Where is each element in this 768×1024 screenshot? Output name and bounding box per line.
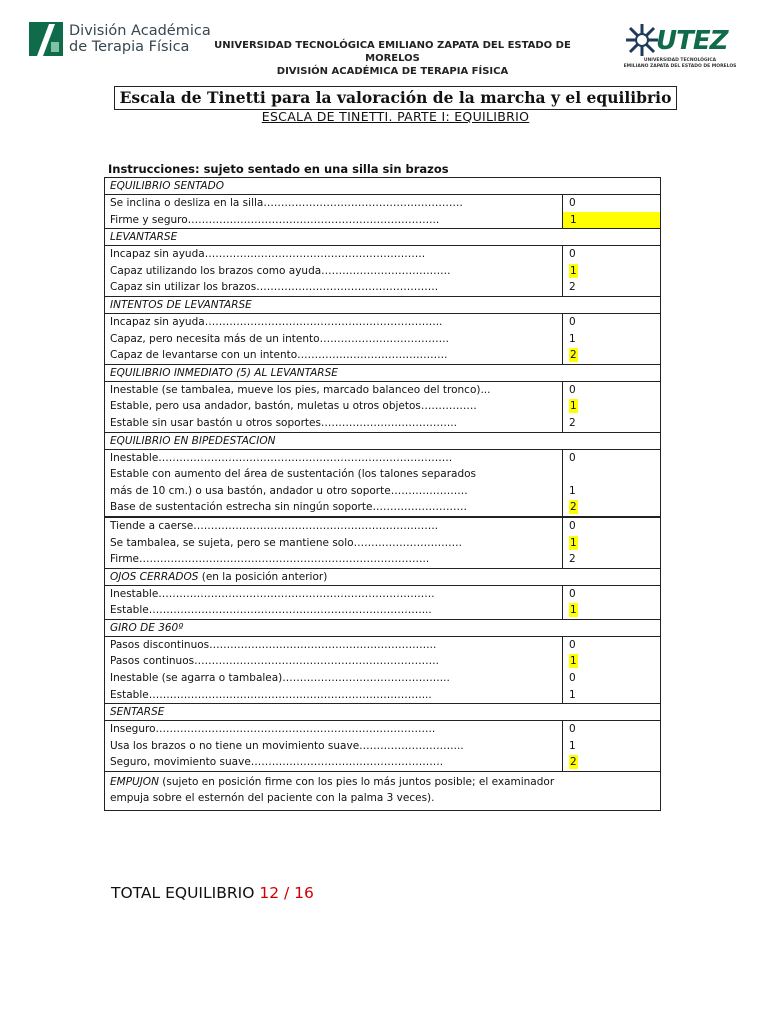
section-header: [105, 297, 660, 314]
section-items: [105, 314, 562, 364]
table-section: [105, 516, 660, 568]
section-header-text: INTENTOS DE LEVANTARSE: [110, 298, 252, 311]
item-row: Pasos continuos…………………………………………………………….: [110, 655, 439, 668]
score-cell: [563, 347, 660, 364]
item-row: Estable……………………………………………………………………...: [110, 688, 432, 701]
item-row: Inseguro……………………………………………………………………..: [110, 723, 436, 736]
item-row: Firme y seguro……………………………………………………………...: [110, 213, 440, 226]
score-cell: [563, 586, 660, 603]
score-cell: [563, 518, 660, 535]
score-value: 1: [569, 739, 576, 752]
score-cell: [563, 398, 660, 415]
section-scores: [562, 637, 660, 703]
section-scores: [562, 246, 660, 296]
item-row: Inestable…………………………………………………………………………: [110, 451, 453, 464]
score-cell: [563, 382, 660, 399]
score-cell: [563, 263, 660, 280]
section-scores: [562, 382, 660, 432]
section-scores: [562, 195, 660, 228]
score-cell: [563, 551, 660, 568]
score-cell: [563, 331, 660, 348]
table-section: [105, 703, 660, 771]
section-header-text: LEVANTARSE: [110, 231, 178, 244]
section-items: [105, 586, 562, 619]
table-section: [105, 619, 660, 703]
selected-score: 2: [570, 756, 577, 769]
score-cell: [563, 499, 660, 516]
selected-score: 1: [570, 604, 577, 617]
item-row: Inestable…………………………………………………………………….: [110, 587, 435, 600]
section-items: [105, 195, 562, 228]
utez-subtitle: [620, 58, 740, 70]
section-items: [105, 246, 562, 296]
score-value: 0: [569, 451, 576, 464]
item-row: Capaz de levantarse con un intento…………………………………….: [110, 349, 448, 362]
university-name: UNIVERSIDAD TECNOLÓGICA EMILIANO ZAPATA DEL ESTADO DE MORELOS: [214, 40, 571, 64]
item-row: Estable sin usar bastón u otros soportes………………………………...: [110, 416, 457, 429]
item-row: Base de sustentación estrecha sin ningún soporte………………………: [110, 501, 467, 514]
score-cell: [563, 653, 660, 670]
score-cell: [563, 314, 660, 331]
score-value: 2: [569, 416, 576, 429]
score-value: 0: [569, 383, 576, 396]
section-header-text: EQUILIBRIO INMEDIATO (5) AL LEVANTARSE: [110, 366, 338, 379]
institution-header: [190, 39, 595, 78]
section-scores: [562, 586, 660, 619]
instructions: Instrucciones: sujeto sentado en una silla sin brazos: [108, 162, 449, 176]
item-row: Estable, pero usa andador, bastón, muletas u otros objetos…………….: [110, 400, 477, 413]
score-cell: [563, 721, 660, 738]
table-section: [105, 228, 660, 296]
utez-logo: [620, 18, 740, 76]
item-row: Tiende a caerse…………………………………………………………….: [110, 519, 439, 532]
selected-score: 1: [570, 655, 577, 668]
total-equilibrio: [111, 884, 314, 902]
score-cell: [563, 535, 660, 552]
empujon-text-2: empuja sobre el esternón del paciente con la palma 3 veces).: [110, 792, 435, 805]
score-value: 1: [569, 332, 576, 345]
score-value: 2: [569, 553, 576, 566]
total-value: 12 / 16: [259, 884, 314, 902]
item-row: Se inclina o desliza en la silla…………………………………………………: [110, 197, 463, 209]
section-header: [105, 433, 660, 450]
selected-score: 2: [570, 501, 577, 514]
section-scores: [562, 721, 660, 771]
score-value: 0: [569, 197, 576, 209]
score-cell: [563, 279, 660, 296]
section-items: [105, 721, 562, 771]
score-value: 0: [569, 723, 576, 736]
item-row: Capaz sin utilizar los brazos…………………………………………….: [110, 281, 439, 294]
section-scores: [562, 314, 660, 364]
score-value: 0: [569, 315, 576, 328]
logo-line-2: de Terapia Física: [69, 39, 190, 55]
tinetti-table: [104, 177, 661, 811]
score-cell: [563, 246, 660, 263]
score-cell: [563, 687, 660, 704]
section-scores: [562, 450, 660, 516]
item-row: Estable con aumento del área de sustentación (los talones separados: [110, 468, 477, 481]
section-header: [105, 704, 660, 721]
item-row: Incapaz sin ayuda………………………………………………………: [110, 248, 426, 261]
logo-line-1: División Académica: [69, 23, 211, 39]
document-title: Escala de Tinetti para la valoración de la marcha y el equilibrio: [114, 86, 677, 110]
section-header: [105, 178, 660, 195]
item-row: Inestable (se tambalea, mueve los pies, marcado balanceo del tronco)...: [110, 383, 491, 396]
score-cell: [563, 212, 660, 229]
score-value: 1: [569, 688, 576, 701]
score-value: 0: [569, 638, 576, 651]
item-row: Inestable (se agarra o tambalea)………………………………………...: [110, 672, 450, 685]
item-row: Capaz, pero necesita más de un intento……………………………….: [110, 332, 449, 345]
score-cell: [563, 602, 660, 619]
selected-score: 1: [570, 213, 577, 226]
selected-score: 1: [570, 264, 577, 277]
utez-sub-2: EMILIANO ZAPATA DEL ESTADO DE MORELOS: [623, 64, 737, 69]
item-row: Firme………………………………………………………………………..: [110, 553, 430, 566]
section-items: [105, 518, 562, 568]
section-items: [105, 450, 562, 516]
score-value: 1: [569, 484, 576, 497]
score-cell: [563, 466, 660, 483]
score-cell: [563, 483, 660, 500]
total-label: TOTAL EQUILIBRIO: [111, 884, 260, 902]
table-section: [105, 364, 660, 432]
table-section: [105, 568, 660, 619]
score-value: 0: [569, 248, 576, 261]
score-cell: [563, 415, 660, 432]
empujon-label: EMPUJON: [110, 776, 159, 789]
utez-sub-1: UNIVERSIDAD TECNOLÓGICA: [643, 58, 717, 63]
item-row: Usa los brazos o no tiene un movimiento suave………………………...: [110, 739, 464, 752]
score-value: 0: [569, 587, 576, 600]
score-cell: [563, 754, 660, 771]
division-logo: [29, 22, 211, 56]
section-header: [105, 620, 660, 637]
document-subtitle: ESCALA DE TINETTI. PARTE I: EQUILIBRIO: [261, 109, 530, 124]
table-section: [105, 296, 660, 364]
item-row: Pasos discontinuos………………………………………………………..: [110, 638, 437, 651]
section-header-text: OJOS CERRADOS: [110, 570, 199, 583]
score-cell: [563, 670, 660, 687]
item-row: Se tambalea, se sujeta, pero se mantiene solo………………………….: [110, 536, 462, 549]
section-header-text: EQUILIBRIO EN BIPEDESTACION: [110, 434, 276, 447]
score-cell: [563, 450, 660, 467]
division-name: DIVISIÓN ACADÉMICA DE TERAPIA FÍSICA: [276, 66, 509, 77]
section-header-text: SENTARSE: [110, 706, 165, 719]
section-scores: [562, 518, 660, 568]
selected-score: 1: [570, 536, 577, 549]
section-items: [105, 637, 562, 703]
item-row: más de 10 cm.) o usa bastón, andador u otro soporte………………….: [110, 484, 468, 497]
selected-score: 1: [570, 400, 577, 413]
selected-score: 2: [570, 349, 577, 362]
utez-wordmark: UTEZ: [656, 26, 728, 56]
score-value: 0: [569, 672, 576, 685]
section-header-text: GIRO DE 360º: [110, 621, 184, 634]
section-header-text: EQUILIBRIO SENTADO: [110, 180, 224, 192]
empujon-section: [105, 771, 660, 810]
empujon-text-1: (sujeto en posición firme con los pies lo más juntos posible; el examinador: [158, 776, 555, 789]
score-cell: [563, 738, 660, 755]
item-row: Incapaz sin ayuda…………………………………………………………..: [110, 315, 443, 328]
section-header: [105, 569, 660, 586]
table-section: [105, 177, 660, 228]
item-row: Capaz utilizando los brazos como ayuda……………………………….: [110, 264, 451, 277]
item-row: Estable……………………………………………………………………...: [110, 604, 432, 617]
score-value: 2: [569, 281, 576, 294]
division-logo-icon: [29, 22, 63, 56]
section-header: [105, 365, 660, 382]
score-cell: [563, 637, 660, 654]
section-items: [105, 382, 562, 432]
table-section: [105, 432, 660, 516]
score-value: 0: [569, 519, 576, 532]
section-header: [105, 229, 660, 246]
score-cell: [563, 195, 660, 212]
section-header-extra: (en la posición anterior): [198, 570, 328, 583]
item-row: Seguro, movimiento suave……………………………………………….: [110, 756, 444, 769]
